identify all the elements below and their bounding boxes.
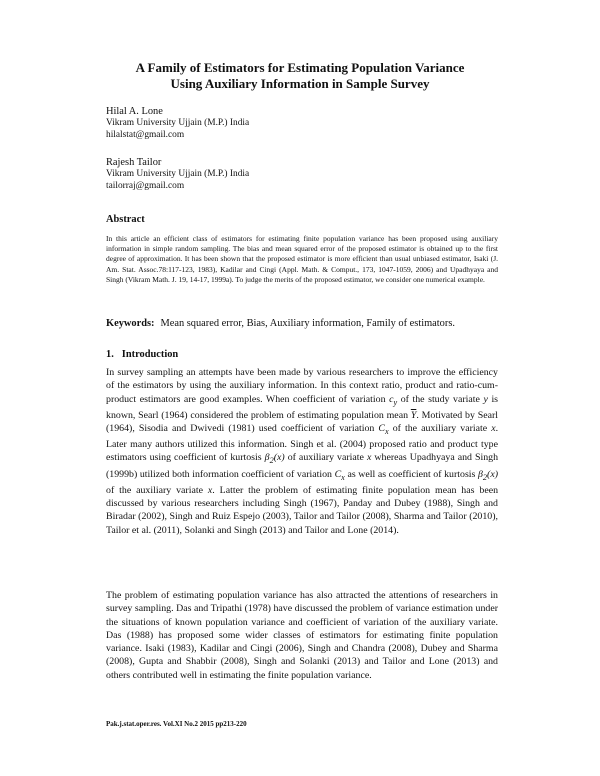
math-symbol: x xyxy=(491,422,496,434)
math-symbol: $\beta_2(x)$ xyxy=(264,452,285,466)
math-symbol: $\beta_2(x)$ xyxy=(477,468,498,482)
author-email: tailorraj@gmail.com xyxy=(106,180,185,191)
text-run: . Motivated by Searl (1964), Sisodia and Dwivedi (1981) used coefficient of variation xyxy=(106,409,498,434)
math-symbol: x xyxy=(207,484,213,496)
math-symbol: y xyxy=(483,393,488,405)
text-run: of the study variate xyxy=(400,393,480,405)
section-number: 1. xyxy=(106,349,114,360)
text-run: whereas Upadhyaya and Singh (1999b) utilized both information coefficient of variation xyxy=(106,452,499,480)
paper-title xyxy=(106,60,494,92)
keywords-label: Keywords: xyxy=(106,318,155,329)
math-symbol: x xyxy=(366,452,372,464)
section-heading xyxy=(106,349,178,360)
text-run: of the auxiliary variate xyxy=(392,422,488,434)
intro-paragraph-1 xyxy=(106,366,498,537)
abstract-heading: Abstract xyxy=(106,214,145,225)
text-run: of the auxiliary variate xyxy=(106,484,203,496)
text-run: . Latter the problem of estimating finite population mean has been discussed by various researchers including Singh (1967), Panday and Dubey (1988), Singh and Biradar (2002), Singh and Ruiz Espejo (2003), Tailor and Tailor (2008), Sharma and Tailor (2010), Tailor et al. (2011), Solanki and Singh (2013) and Tailor and Lone (2014). xyxy=(106,484,499,536)
keywords-text: Mean squared error, Bias, Auxiliary information, Family of estimators. xyxy=(160,318,455,329)
author-name: Hilal A. Lone xyxy=(106,106,163,117)
text-run: as well as coefficient of kurtosis xyxy=(347,468,476,480)
journal-footer: Pak.j.stat.oper.res. Vol.XI No.2 2015 pp213-220 xyxy=(106,720,247,728)
section-title: Introduction xyxy=(121,349,179,360)
math-symbol: $C_x$ xyxy=(378,422,389,436)
text-run: . Later many authors utilized this information. Singh et al. (2004) proposed ratio and product type estimators using coefficient of kurtosis xyxy=(106,422,499,464)
intro-paragraph-2: The problem of estimating population variance has also attracted the attentions of researchers in survey sampling. Das and Tripathi (1978) have discussed the problem of variance estimation under the situations of known population variance and coefficient of variation of the auxiliary variate. Das (1988) has proposed some wider classes of estimators for estimating finite population variance. Isaki (1983), Kadilar and Cingi (2006), Singh and Chandra (2008), Dubey and Sharma (2008), Gupta and Shabbir (2008), Singh and Solanki (2013) and Tailor and Lone (2013) and others contributed well in estimating the finite population variance. xyxy=(106,590,498,681)
author-block-2 xyxy=(106,157,249,192)
author-name: Rajesh Tailor xyxy=(106,157,162,168)
author-affiliation: Vikram University Ujjain (M.P.) India xyxy=(106,169,250,180)
text-run: of auxiliary variate xyxy=(287,452,364,464)
title-line-1: A Family of Estimators for Estimating Population Variance xyxy=(135,60,465,75)
author-block-1 xyxy=(106,106,249,141)
math-symbol: $C_x$ xyxy=(334,468,345,482)
author-email: hilalstat@gmail.com xyxy=(106,129,185,140)
text-run: is known, Searl (1964) considered the problem of estimating population mean xyxy=(106,393,499,421)
title-line-2: Using Auxiliary Information in Sample Survey xyxy=(170,76,430,91)
text-run: In survey sampling an attempts have been made by various researchers to improve the efficiency of the estimators by using the auxiliary information. In this context ratio, product and ratio-cum-product estimators are good examples. When coefficient of variation xyxy=(106,367,498,405)
abstract-text: In this article an efficient class of estimators for estimating finite population variance has been proposed using auxiliary information in simple random sampling. The bias and mean squared error of the proposed estimator is obtained up to the first degree of approximation. It has been shown that the proposed estimator is more efficient than usual unbiased estimator, Isaki (J. Am. Stat. Assoc.78:117-123, 1983), Kadilar and Cingi (Appl. Math. & Comput., 173, 1047-1059, 2006) and Upadhyaya and Singh (Vikram Math. J. 19, 14-17, 1999a). To judge the merits of the proposed estimator, we consider one numerical example. xyxy=(106,234,498,284)
math-symbol: $\overline{Y}$ xyxy=(410,409,417,421)
keywords-line xyxy=(106,318,455,329)
math-symbol: $c_y$ xyxy=(389,393,398,407)
author-affiliation: Vikram University Ujjain (M.P.) India xyxy=(106,118,250,129)
